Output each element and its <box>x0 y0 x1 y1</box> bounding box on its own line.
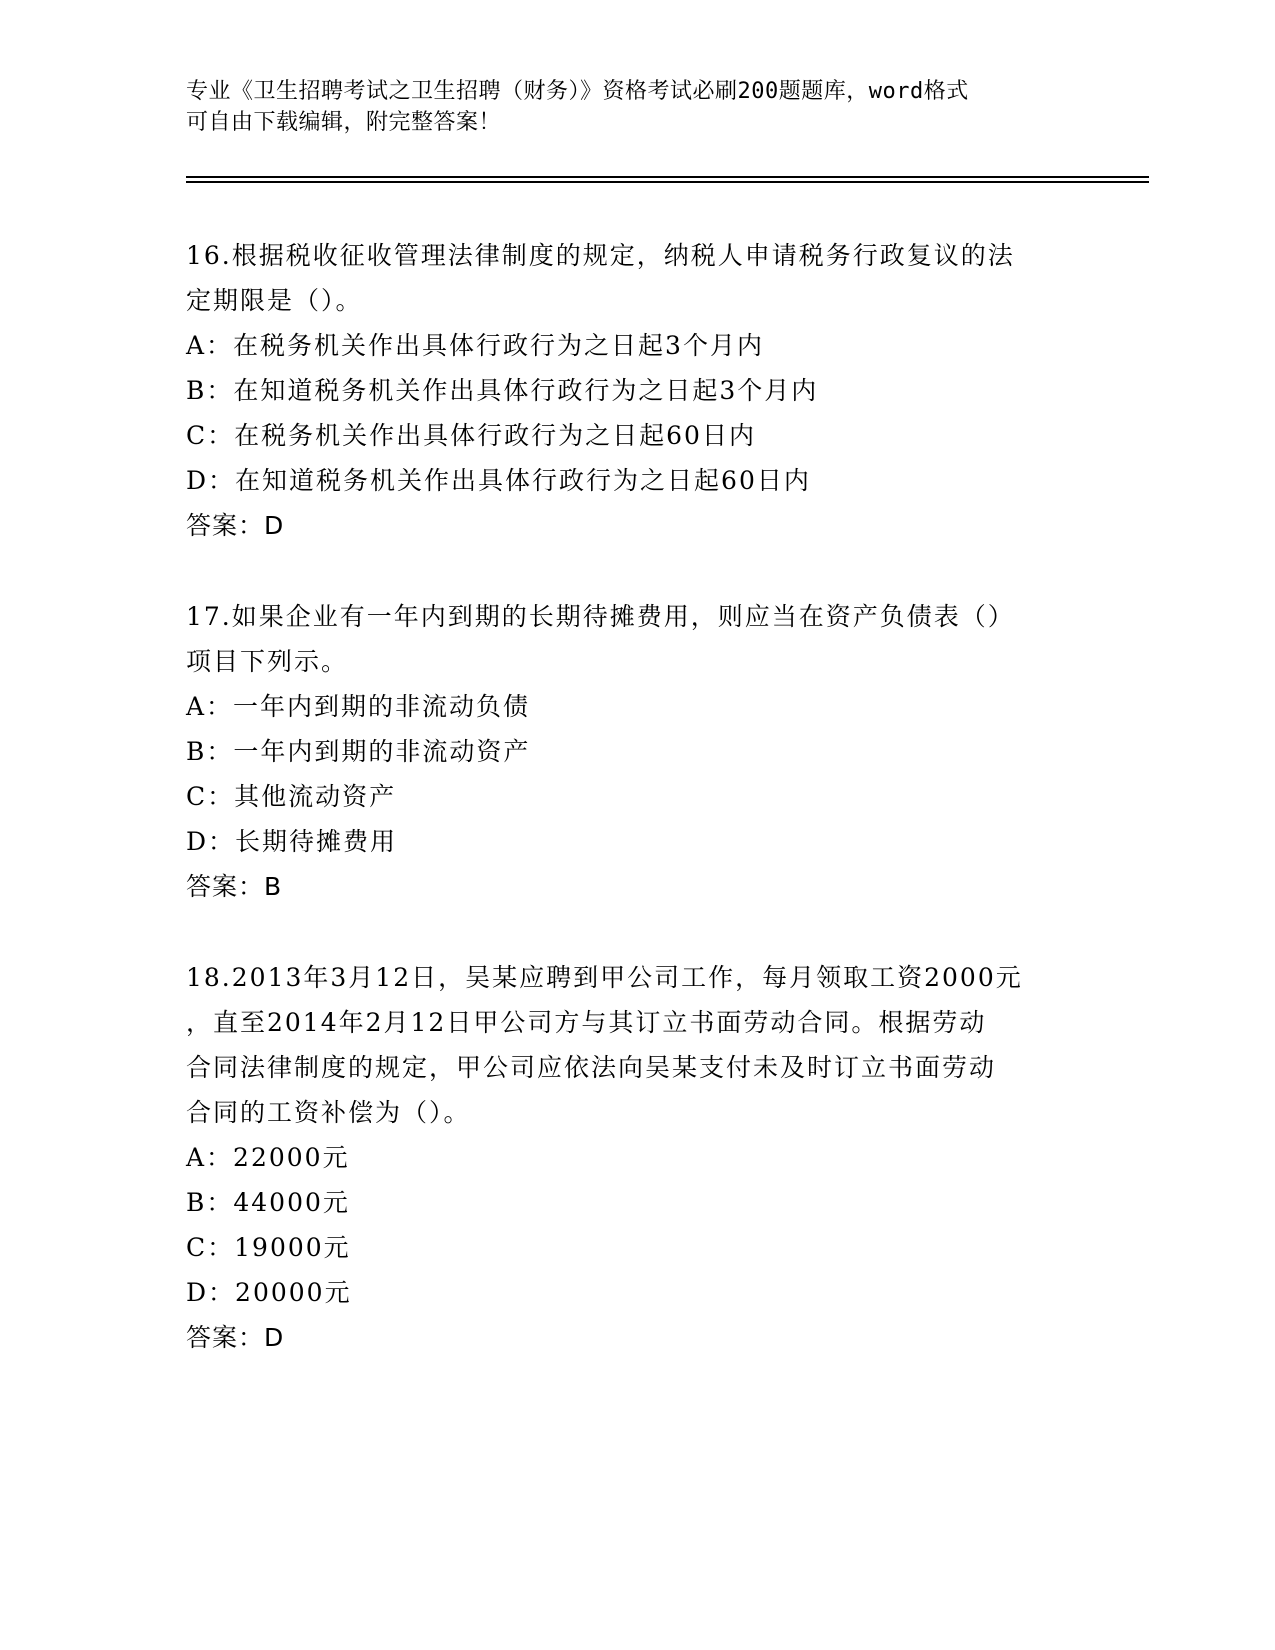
question-text: 17.如果企业有一年内到期的长期待摊费用，则应当在资产负债表（） <box>186 602 1015 631</box>
question-18 <box>186 955 1086 1360</box>
answer-label: 答案：D <box>186 1323 285 1352</box>
option-a: A：在税务机关作出具体行政行为之日起3个月内 <box>186 331 764 360</box>
question-list <box>186 233 1086 1406</box>
answer-label: 答案：D <box>186 511 285 540</box>
question-text: 合同的工资补偿为（）。 <box>186 1098 471 1127</box>
option-c: C：其他流动资产 <box>186 782 397 811</box>
document-header <box>186 76 1066 138</box>
question-17 <box>186 594 1086 909</box>
option-a: A：22000元 <box>186 1143 350 1172</box>
answer-label: 答案：B <box>186 872 283 901</box>
header-divider <box>186 181 1149 183</box>
header-line: 可自由下载编辑，附完整答案！ <box>186 110 502 135</box>
question-16 <box>186 233 1086 548</box>
option-c: C：在税务机关作出具体行政行为之日起60日内 <box>186 421 756 450</box>
header-line: 专业《卫生招聘考试之卫生招聘（财务）》资格考试必刷200题题库，word格式 <box>186 79 969 104</box>
option-c: C：19000元 <box>186 1233 351 1262</box>
option-d: D：长期待摊费用 <box>186 827 398 856</box>
option-d: D：20000元 <box>186 1278 352 1307</box>
question-text: 合同法律制度的规定，甲公司应依法向吴某支付未及时订立书面劳动 <box>186 1053 997 1082</box>
option-a: A：一年内到期的非流动负债 <box>186 692 531 721</box>
question-text: 定期限是（）。 <box>186 286 363 315</box>
question-text: 项目下列示。 <box>186 647 349 676</box>
question-text: ，直至2014年2月12日甲公司方与其订立书面劳动合同。根据劳动 <box>186 1008 987 1037</box>
header-divider <box>186 176 1149 178</box>
question-text: 18.2013年3月12日，吴某应聘到甲公司工作，每月领取工资2000元 <box>186 963 1023 992</box>
option-b: B：44000元 <box>186 1188 350 1217</box>
question-text: 16.根据税收征收管理法律制度的规定，纳税人申请税务行政复议的法 <box>186 241 1015 270</box>
option-d: D：在知道税务机关作出具体行政行为之日起60日内 <box>186 466 811 495</box>
option-b: B：在知道税务机关作出具体行政行为之日起3个月内 <box>186 376 819 405</box>
option-b: B：一年内到期的非流动资产 <box>186 737 531 766</box>
